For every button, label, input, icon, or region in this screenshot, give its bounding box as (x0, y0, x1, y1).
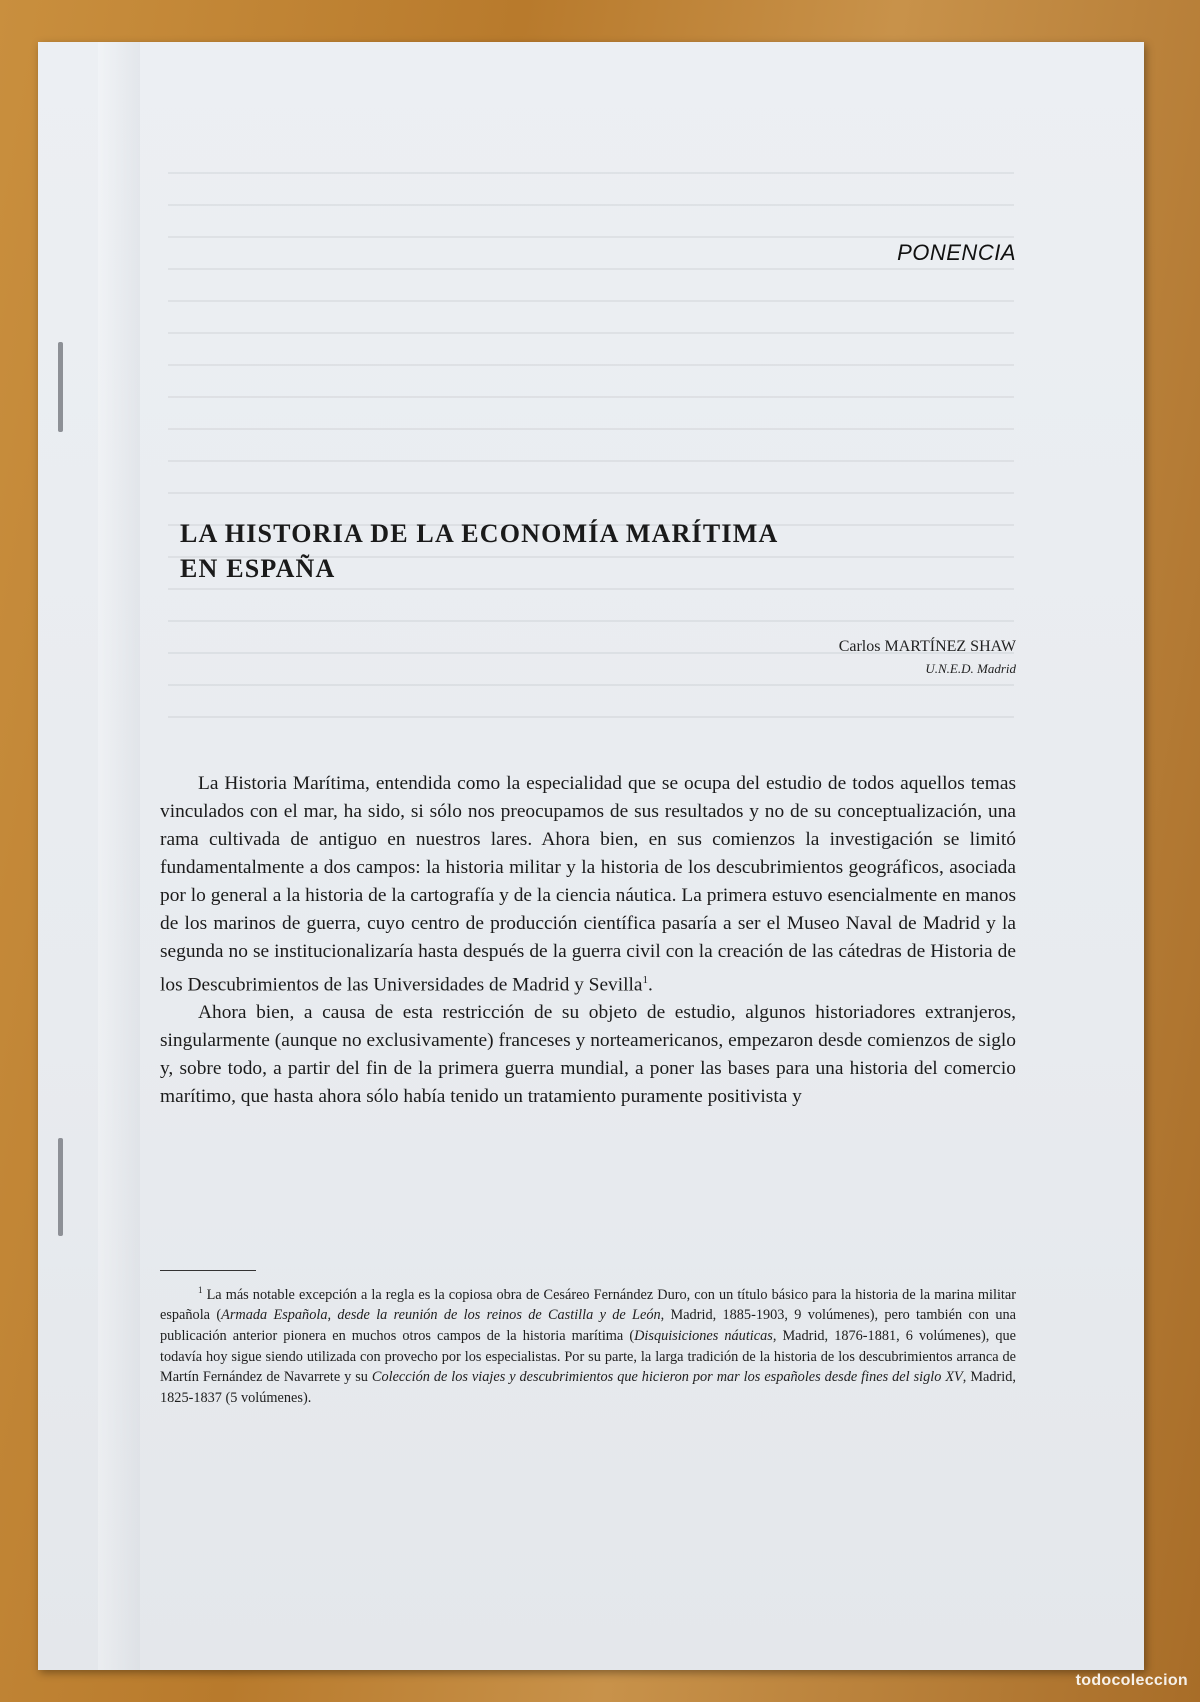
paragraph-1-text: La Historia Marítima, entendida como la especialidad que se ocupa del estudio de todos aquellos temas vinculados con el mar, ha sido, si sólo nos preocupamos de sus resultados y no de su conceptualización, una rama cultivada de antiguo en nuestros lares. Ahora bien, en sus comienzos la investigación se limitó fundamentalmente a dos campos: la historia militar y la historia de los descubrimientos geográficos, asociada por lo general a la historia de la cartografía y de la ciencia náutica. La primera estuvo esencialmente en manos de los marinos de guerra, cuyo centro de producción científica pasaría a ser el Museo Naval de Madrid y la segunda no se institucionalizaría hasta después de la guerra civil con la creación de las cátedras de Historia de los Descubrimientos de las Universidades de Madrid y Sevilla (160, 773, 1016, 996)
footnote-ref-1: 1 (642, 974, 649, 986)
author-block (839, 635, 1016, 679)
staple-top (58, 342, 63, 432)
footnote-text-1: La más notable excepción a la regla es la copiosa obra de Cesáreo Fernández Duro, con un título básico para la historia de la marina militar española ( (160, 1286, 1016, 1324)
article-body (160, 770, 1016, 1111)
footnote-italic-2: Disquisiciones náuticas (634, 1327, 773, 1344)
paragraph-1 (160, 770, 1016, 999)
footnote-divider (160, 1270, 256, 1271)
footnote-italic-1: Armada Española, desde la reunión de los reinos de Castilla y de León (221, 1307, 661, 1324)
footnote-1 (160, 1280, 1016, 1408)
footnote-text-4: , Madrid, 1825-1837 (5 volúmenes). (160, 1369, 1016, 1406)
watermark: todocoleccion (1075, 1672, 1188, 1689)
staple-bottom (58, 1138, 63, 1236)
footnote-italic-3: Colección de los viajes y descubrimientos que hicieron por mar los españoles desde fines del siglo XV (371, 1369, 963, 1386)
document-page (38, 42, 1144, 1670)
footnote-text-2: , Madrid, 1885-1903, 9 volúmenes), pero también con una publicación anterior pionera en muchos otros campos de la historia marítima ( (160, 1307, 1016, 1344)
article-title (180, 516, 940, 586)
paragraph-2: Ahora bien, a causa de esta restricción de su objeto de estudio, algunos historiadores extranjeros, singularmente (aunque no exclusivamente) franceses y norteamericanos, empezaron desde comienzos de siglo y, sobre todo, a partir del fin de la primera guerra mundial, a poner las bases para una historia del comercio marítimo, que hasta ahora sólo había tenido un tratamiento puramente positivista y (160, 1002, 1016, 1108)
page-spine-shading (98, 42, 140, 1670)
footnote-marker: 1 (198, 1285, 203, 1295)
author-name: Carlos MARTÍNEZ SHAW (838, 638, 1016, 655)
author-affiliation: U.N.E.D. Madrid (925, 661, 1016, 676)
title-line-2: EN ESPAÑA (180, 554, 336, 583)
footnote-text-3: , Madrid, 1876-1881, 6 volúmenes), que todavía hoy sigue siendo utilizada con provecho por los especialistas. Por su parte, la larga tradición de la historia de los descubrimientos arranca de Martín Fernández de Navarrete y su (160, 1327, 1017, 1386)
paragraph-1-end: . (648, 974, 653, 996)
section-kicker: PONENCIA (897, 240, 1016, 265)
title-line-1: LA HISTORIA DE LA ECONOMÍA MARÍTIMA (180, 519, 779, 548)
footnote (160, 1280, 1016, 1408)
